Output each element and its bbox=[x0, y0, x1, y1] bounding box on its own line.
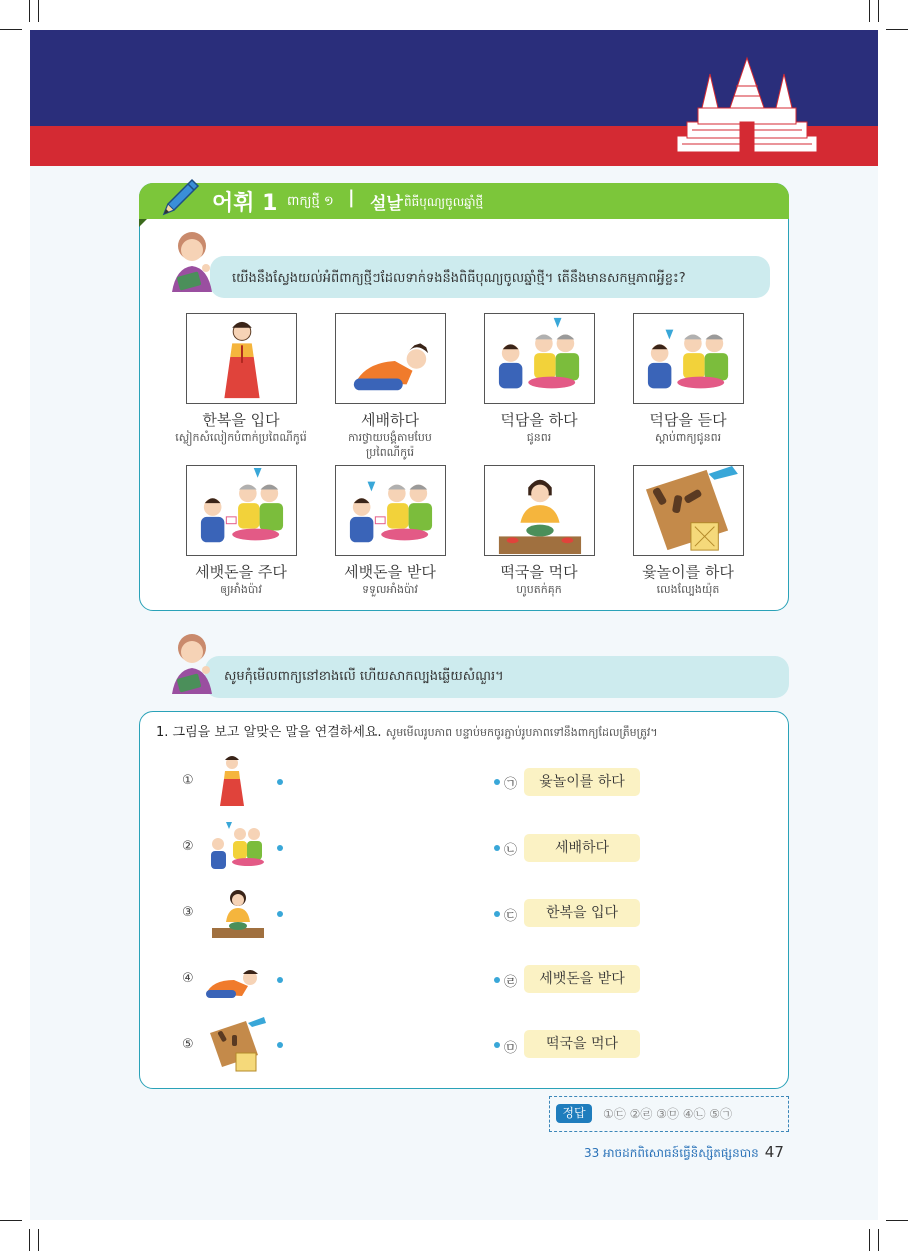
match-dot-left[interactable] bbox=[277, 845, 283, 851]
header-tab-fold bbox=[139, 219, 147, 227]
practice-instruction: សូមកុំមើលពាក្យនៅខាងលើ ហើយសាកល្បងឆ្លើយសំណួរ។ bbox=[224, 669, 504, 684]
topic-korean: 설날 bbox=[370, 194, 403, 214]
pencil-icon bbox=[158, 176, 202, 220]
vocab-title: 어휘 1 bbox=[212, 191, 278, 216]
answer-option[interactable]: 한복을 입다 bbox=[524, 899, 640, 927]
match-dot-left[interactable] bbox=[277, 1042, 283, 1048]
vocab-khmer: ស្លៀកសំលៀកបំពាក់ប្រពៃណីកូរ៉េ bbox=[175, 431, 307, 444]
item-number: ① bbox=[182, 773, 194, 788]
match-dot-left[interactable] bbox=[277, 977, 283, 983]
footer-text: 33 អាចដកពិសោធន៍ធ្វើនិស្សិតផ្សនបាន bbox=[584, 1146, 759, 1160]
vocab-picture-hanbok bbox=[186, 313, 297, 404]
vocab-picture-sebaetdon-receive bbox=[335, 465, 446, 556]
vocab-picture-sebaetdon-give bbox=[186, 465, 297, 556]
crop-mark bbox=[878, 0, 879, 22]
vocab-korean: 떡국을 먹다 bbox=[500, 563, 578, 581]
crop-mark bbox=[886, 1220, 908, 1221]
teacher-avatar-icon bbox=[164, 228, 220, 296]
vocab-korean: 한복을 입다 bbox=[202, 411, 280, 429]
match-dot-right[interactable] bbox=[494, 779, 500, 785]
vocab-khmer: ឲ្យអាំងប៉ាវ bbox=[220, 583, 262, 596]
crop-mark bbox=[38, 0, 39, 22]
question-korean: 1. 그림을 보고 알맞은 말을 연결하세요. bbox=[156, 725, 382, 740]
question-khmer: សូមមើលរូបភាព បន្ទាប់មកចូរភ្ជាប់រូបភាពទៅនឹងពាក្យដែលត្រឹមត្រូវ។ bbox=[385, 726, 658, 739]
vocab-korean: 세뱃돈을 주다 bbox=[195, 563, 287, 581]
crop-mark bbox=[29, 0, 30, 22]
answer-option[interactable]: 세배하다 bbox=[524, 834, 640, 862]
answer-letter: ㉡ bbox=[504, 843, 518, 858]
vocab-picture-deokdam-listen bbox=[633, 313, 744, 404]
intro-text: យើងនឹងស្វែងយល់អំពីពាក្យថ្មីៗដែលទាក់ទងនឹងពិធីបុណ្យចូលឆ្នាំថ្មី។ តើនឹងមានសកម្មភាពអ្វីខ្លះ? bbox=[232, 271, 686, 286]
crop-mark bbox=[869, 1229, 870, 1251]
answer-letter: ㉣ bbox=[504, 975, 518, 990]
vocab-korean: 세배하다 bbox=[361, 411, 419, 429]
vocab-korean: 덕담을 듣다 bbox=[649, 411, 727, 429]
thumb-sebaetdon bbox=[206, 818, 266, 874]
thumb-tteokguk bbox=[208, 884, 268, 940]
title-separator: | bbox=[348, 187, 355, 208]
match-dot-right[interactable] bbox=[494, 845, 500, 851]
thumb-yutnori bbox=[206, 1017, 266, 1073]
match-dot-left[interactable] bbox=[277, 779, 283, 785]
thumb-sebae bbox=[202, 952, 262, 1008]
vocab-picture-yutnori bbox=[633, 465, 744, 556]
vocab-title-khmer: ពាក្យថ្មី ១ bbox=[287, 194, 334, 209]
crop-mark bbox=[38, 1229, 39, 1251]
match-dot-right[interactable] bbox=[494, 977, 500, 983]
thumb-hanbok bbox=[202, 754, 262, 810]
angkor-temple-icon bbox=[672, 56, 822, 154]
item-number: ⑤ bbox=[182, 1037, 194, 1052]
vocab-khmer: ការថ្វាយបង្គំតាមបែបប្រពៃណីកូរ៉េ bbox=[348, 431, 432, 459]
item-number: ② bbox=[182, 839, 194, 854]
answer-letter: ㉠ bbox=[504, 777, 518, 792]
topic-khmer: ពិធីបុណ្យចូលឆ្នាំថ្មី bbox=[404, 195, 484, 209]
vocab-picture-sebae bbox=[335, 313, 446, 404]
answer-letter: ㉢ bbox=[504, 909, 518, 924]
crop-mark bbox=[869, 0, 870, 22]
vocab-picture-deokdam-give bbox=[484, 313, 595, 404]
vocab-khmer: ហូបតក់គុក bbox=[516, 583, 562, 596]
answer-key-text: ①㉢ ②㉣ ③㉤ ④㉡ ⑤㉠ bbox=[603, 1107, 733, 1121]
vocab-khmer: ទទួលអាំងប៉ាវ bbox=[362, 583, 418, 596]
answer-option[interactable]: 세뱃돈을 받다 bbox=[524, 965, 640, 993]
item-number: ③ bbox=[182, 905, 194, 920]
crop-mark bbox=[29, 1229, 30, 1251]
page-number: 47 bbox=[764, 1143, 784, 1161]
vocab-korean: 세뱃돈을 받다 bbox=[344, 563, 436, 581]
item-number: ④ bbox=[182, 971, 194, 986]
match-dot-right[interactable] bbox=[494, 911, 500, 917]
answer-option[interactable]: 윷놀이를 하다 bbox=[524, 768, 640, 796]
match-dot-left[interactable] bbox=[277, 911, 283, 917]
teacher-avatar-icon bbox=[164, 630, 220, 698]
answer-option[interactable]: 떡국을 먹다 bbox=[524, 1030, 640, 1058]
crop-mark bbox=[0, 1220, 22, 1221]
page-footer bbox=[584, 1143, 784, 1163]
question-text bbox=[156, 721, 658, 742]
crop-mark bbox=[886, 29, 908, 30]
answer-letter: ㉤ bbox=[504, 1041, 518, 1056]
match-dot-right[interactable] bbox=[494, 1042, 500, 1048]
vocab-korean: 덕담을 하다 bbox=[500, 411, 578, 429]
vocab-khmer: លេងល្បែងយ៉ុត bbox=[656, 583, 720, 596]
vocab-korean: 윷놀이를 하다 bbox=[642, 563, 734, 581]
vocab-picture-tteokguk bbox=[484, 465, 595, 556]
answer-key-label: 정답 bbox=[556, 1104, 592, 1123]
vocab-khmer: ជូនពរ bbox=[526, 431, 552, 444]
crop-mark bbox=[0, 29, 22, 30]
crop-mark bbox=[878, 1229, 879, 1251]
vocab-khmer: ស្តាប់ពាក្យជូនពរ bbox=[654, 431, 722, 444]
